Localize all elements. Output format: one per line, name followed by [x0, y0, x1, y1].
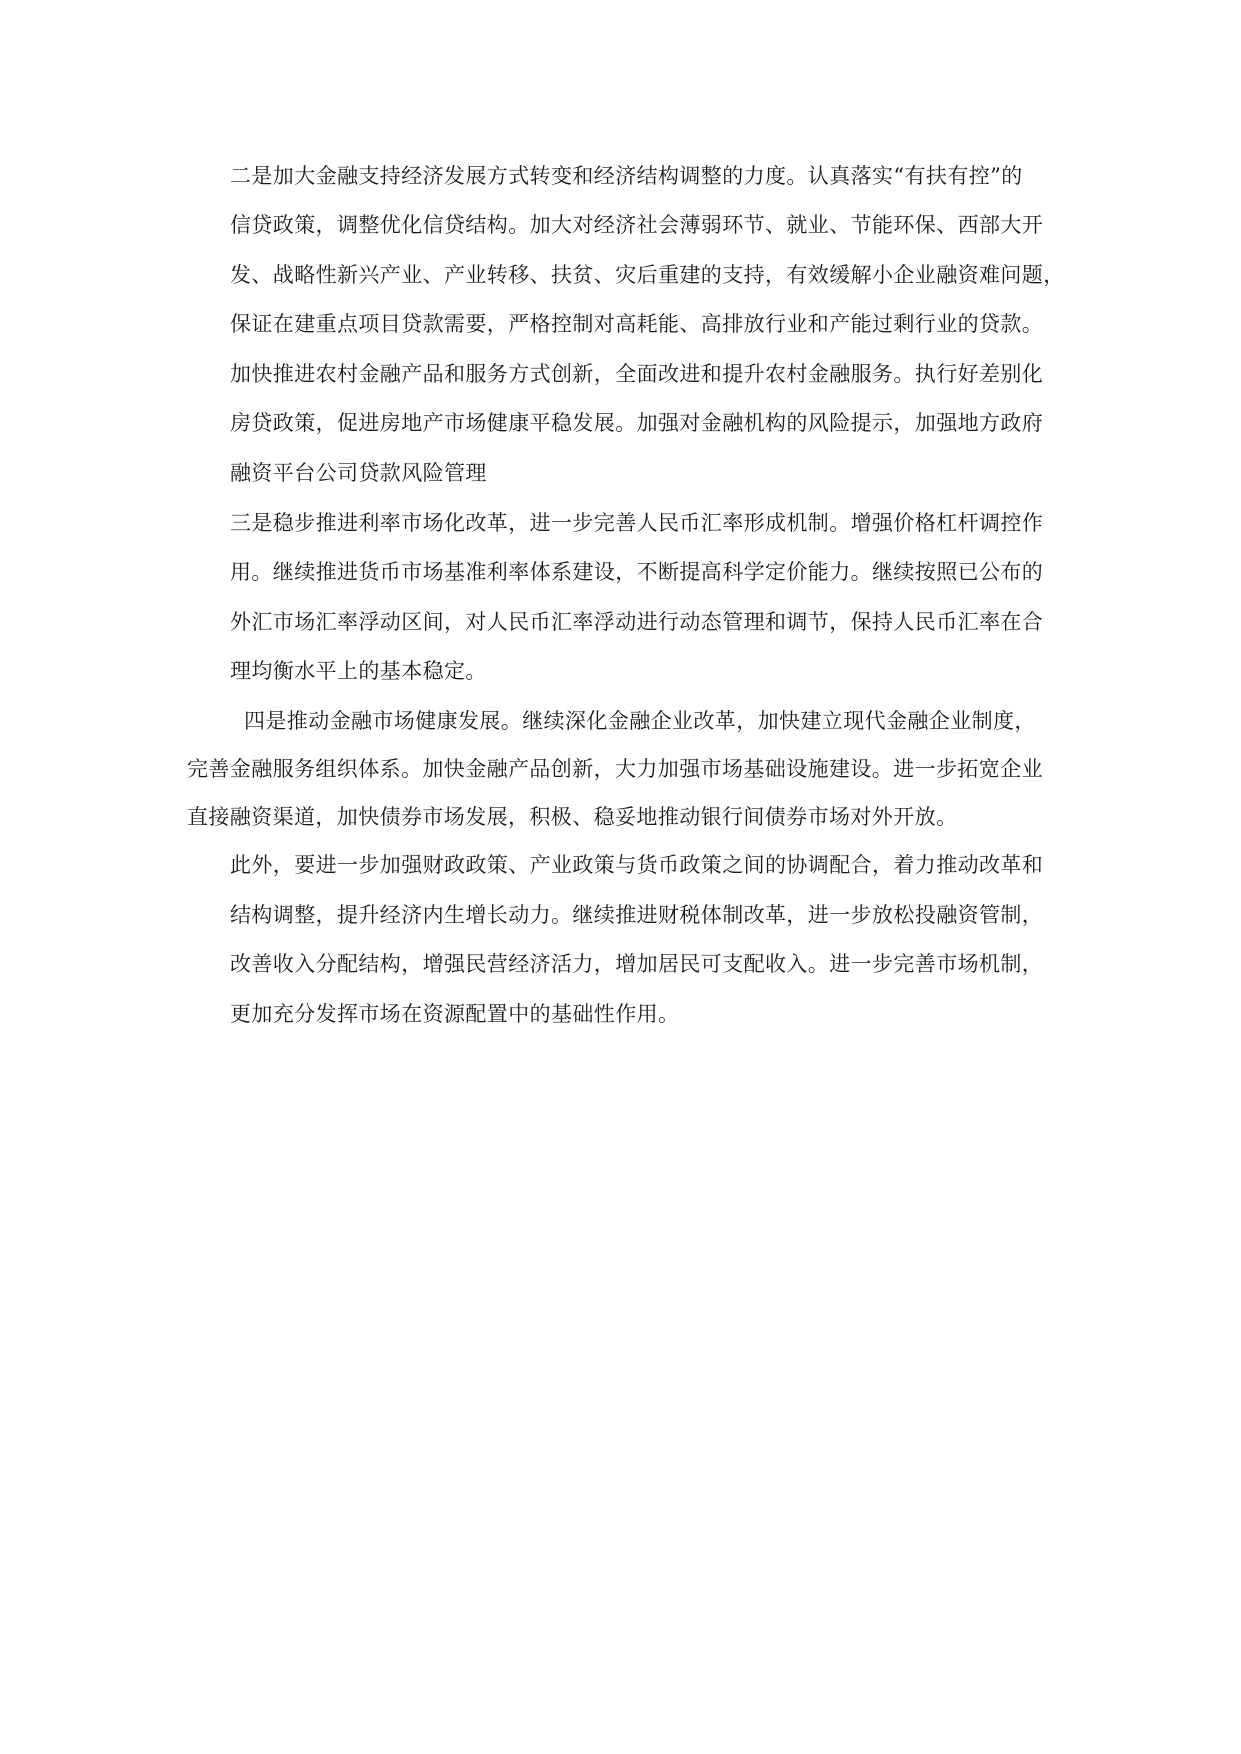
- paragraph-line: 改善收入分配结构，增强民营经济活力，增加居民可支配收入。进一步完善市场机制，: [230, 952, 1044, 976]
- paragraph-line: 理均衡水平上的基本稳定。: [230, 659, 487, 683]
- paragraph-line: 三是稳步推进利率市场化改革，进一步完善人民币汇率形成机制。增强价格杠杆调控作: [230, 511, 1044, 535]
- paragraph-line: 此外，要进一步加强财政政策、产业政策与货币政策之间的协调配合，着力推动改革和: [230, 853, 1044, 877]
- paragraph-line: 发、战略性新兴产业、产业转移、扶贫、灾后重建的支持，有效缓解小企业融资难问题，: [230, 263, 1065, 287]
- paragraph-line: 保证在建重点项目贷款需要，严格控制对高耗能、高排放行业和产能过剩行业的贷款。: [230, 312, 1044, 336]
- paragraph-line: 结构调整，提升经济内生增长动力。继续推进财税体制改革，进一步放松投融资管制，: [230, 903, 1044, 927]
- paragraph-line: 房贷政策，促进房地产市场健康平稳发展。加强对金融机构的风险提示，加强地方政府: [230, 411, 1044, 435]
- paragraph-line: 加快推进农村金融产品和服务方式创新，全面改进和提升农村金融服务。执行好差别化: [230, 362, 1044, 386]
- paragraph-line: 二是加大金融支持经济发展方式转变和经济结构调整的力度。认真落实“有扶有控”的: [230, 164, 1023, 188]
- paragraph-line: 信贷政策，调整优化信贷结构。加大对经济社会薄弱环节、就业、节能环保、西部大开: [230, 213, 1044, 237]
- paragraph-line: 完善金融服务组织体系。加快金融产品创新，大力加强市场基础设施建设。进一步拓宽企业: [187, 757, 1043, 781]
- paragraph-line: 外汇市场汇率浮动区间，对人民币汇率浮动进行动态管理和调节，保持人民币汇率在合: [230, 610, 1044, 634]
- paragraph-line: 直接融资渠道，加快债券市场发展，积极、稳妥地推动银行间债券市场对外开放。: [187, 805, 958, 829]
- paragraph-line: 四是推动金融市场健康发展。继续深化金融企业改革，加快建立现代金融企业制度，: [244, 709, 1036, 733]
- paragraph-line: 更加充分发挥市场在资源配置中的基础性作用。: [230, 1002, 680, 1026]
- paragraph-line: 融资平台公司贷款风险管理: [230, 461, 487, 485]
- paragraph-line: 用。继续推进货币市场基准利率体系建设，不断提高科学定价能力。继续按照已公布的: [230, 560, 1044, 584]
